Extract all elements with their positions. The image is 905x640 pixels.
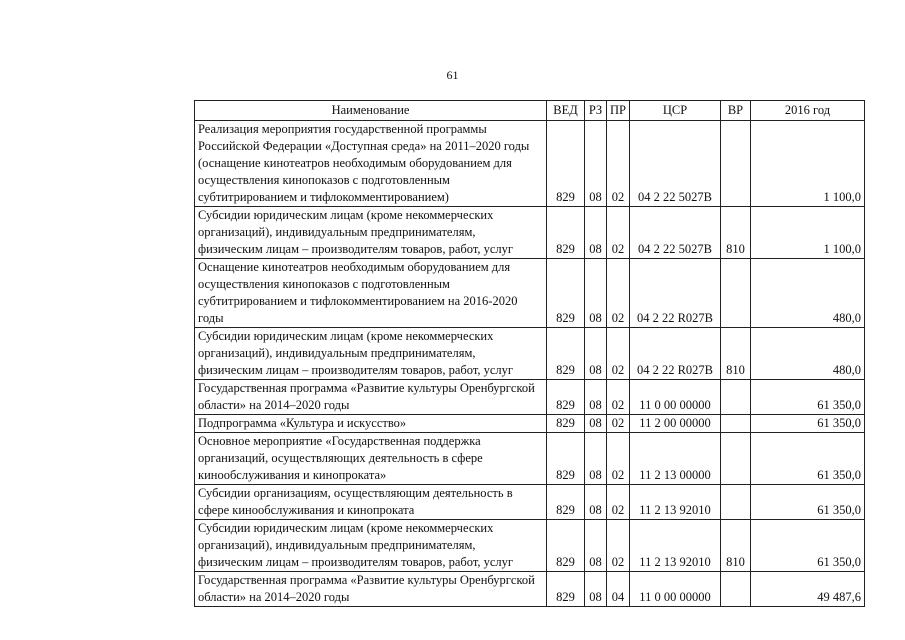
header-pr: ПР [607,101,630,121]
row-pr: 02 [607,328,630,380]
row-rz: 08 [585,380,607,415]
table-row [195,207,865,259]
header-vr: ВР [721,101,751,121]
row-amount: 1 100,0 [751,207,865,259]
row-rz: 08 [585,259,607,328]
row-ved: 829 [547,259,585,328]
table-row [195,572,865,607]
row-vr [721,572,751,607]
row-vr: 810 [721,328,751,380]
row-rz: 08 [585,433,607,485]
row-pr: 02 [607,520,630,572]
row-ved: 829 [547,433,585,485]
table-row [195,415,865,433]
row-ved: 829 [547,207,585,259]
row-vr [721,380,751,415]
table-row [195,433,865,485]
budget-table [194,100,865,607]
row-rz: 08 [585,207,607,259]
table-row [195,328,865,380]
row-ved: 829 [547,485,585,520]
row-amount: 480,0 [751,259,865,328]
row-vr [721,121,751,207]
row-amount: 480,0 [751,328,865,380]
row-name: Субсидии юридическим лицам (кроме некоммерческих организаций), индивидуальным предпринимателям, физическим лицам – производителям товаров, работ, услуг [195,328,547,380]
row-name: Подпрограмма «Культура и искусство» [195,415,547,433]
row-csr: 11 2 13 92010 [630,485,721,520]
table-row [195,259,865,328]
row-ved: 829 [547,572,585,607]
header-year: 2016 год [751,101,865,121]
row-pr: 02 [607,415,630,433]
row-rz: 08 [585,520,607,572]
row-amount: 61 350,0 [751,485,865,520]
row-name: Оснащение кинотеатров необходимым оборудованием для осуществления кинопоказов с подготовленным субтитрированием и тифлокомментированием на 2016-2020 годы [195,259,547,328]
row-csr: 11 0 00 00000 [630,572,721,607]
row-ved: 829 [547,121,585,207]
row-ved: 829 [547,328,585,380]
row-pr: 02 [607,121,630,207]
row-rz: 08 [585,485,607,520]
table-row [195,520,865,572]
row-pr: 04 [607,572,630,607]
header-name: Наименование [195,101,547,121]
row-amount: 1 100,0 [751,121,865,207]
row-vr [721,259,751,328]
row-ved: 829 [547,415,585,433]
row-csr: 04 2 22 R027B [630,259,721,328]
row-amount: 61 350,0 [751,520,865,572]
row-rz: 08 [585,572,607,607]
row-vr: 810 [721,207,751,259]
row-name: Государственная программа «Развитие культуры Оренбургской области» на 2014–2020 годы [195,380,547,415]
row-rz: 08 [585,328,607,380]
row-csr: 11 2 00 00000 [630,415,721,433]
header-csr: ЦСР [630,101,721,121]
row-rz: 08 [585,121,607,207]
row-csr: 04 2 22 R027B [630,328,721,380]
table-row [195,121,865,207]
row-vr [721,485,751,520]
row-vr [721,433,751,485]
row-amount: 61 350,0 [751,415,865,433]
row-amount: 49 487,6 [751,572,865,607]
row-vr [721,415,751,433]
row-csr: 04 2 22 5027B [630,207,721,259]
row-pr: 02 [607,259,630,328]
row-amount: 61 350,0 [751,433,865,485]
row-amount: 61 350,0 [751,380,865,415]
row-pr: 02 [607,380,630,415]
row-ved: 829 [547,520,585,572]
row-name: Государственная программа «Развитие культуры Оренбургской области» на 2014–2020 годы [195,572,547,607]
row-pr: 02 [607,207,630,259]
row-pr: 02 [607,485,630,520]
table-row [195,485,865,520]
row-rz: 08 [585,415,607,433]
row-csr: 11 2 13 00000 [630,433,721,485]
row-name: Субсидии организациям, осуществляющим деятельность в сфере кинообслуживания и кинопроката [195,485,547,520]
row-name: Основное мероприятие «Государственная поддержка организаций, осуществляющих деятельность в сфере кинообслуживания и кинопроката» [195,433,547,485]
row-name: Субсидии юридическим лицам (кроме некоммерческих организаций), индивидуальным предпринимателям, физическим лицам – производителям товаров, работ, услуг [195,207,547,259]
row-csr: 04 2 22 5027B [630,121,721,207]
row-ved: 829 [547,380,585,415]
row-pr: 02 [607,433,630,485]
table-row [195,380,865,415]
table-header-row [195,101,865,121]
row-name: Субсидии юридическим лицам (кроме некоммерческих организаций), индивидуальным предпринимателям, физическим лицам – производителям товаров, работ, услуг [195,520,547,572]
row-csr: 11 0 00 00000 [630,380,721,415]
page-number: 61 [446,68,459,82]
header-rz: РЗ [585,101,607,121]
row-vr: 810 [721,520,751,572]
header-ved: ВЕД [547,101,585,121]
row-csr: 11 2 13 92010 [630,520,721,572]
row-name: Реализация мероприятия государственной программы Российской Федерации «Доступная среда» на 2011–2020 годы (оснащение кинотеатров необходимым оборудованием для осуществления кинопоказов с подготовленным субтитрированием и тифлокомментированием) [195,121,547,207]
